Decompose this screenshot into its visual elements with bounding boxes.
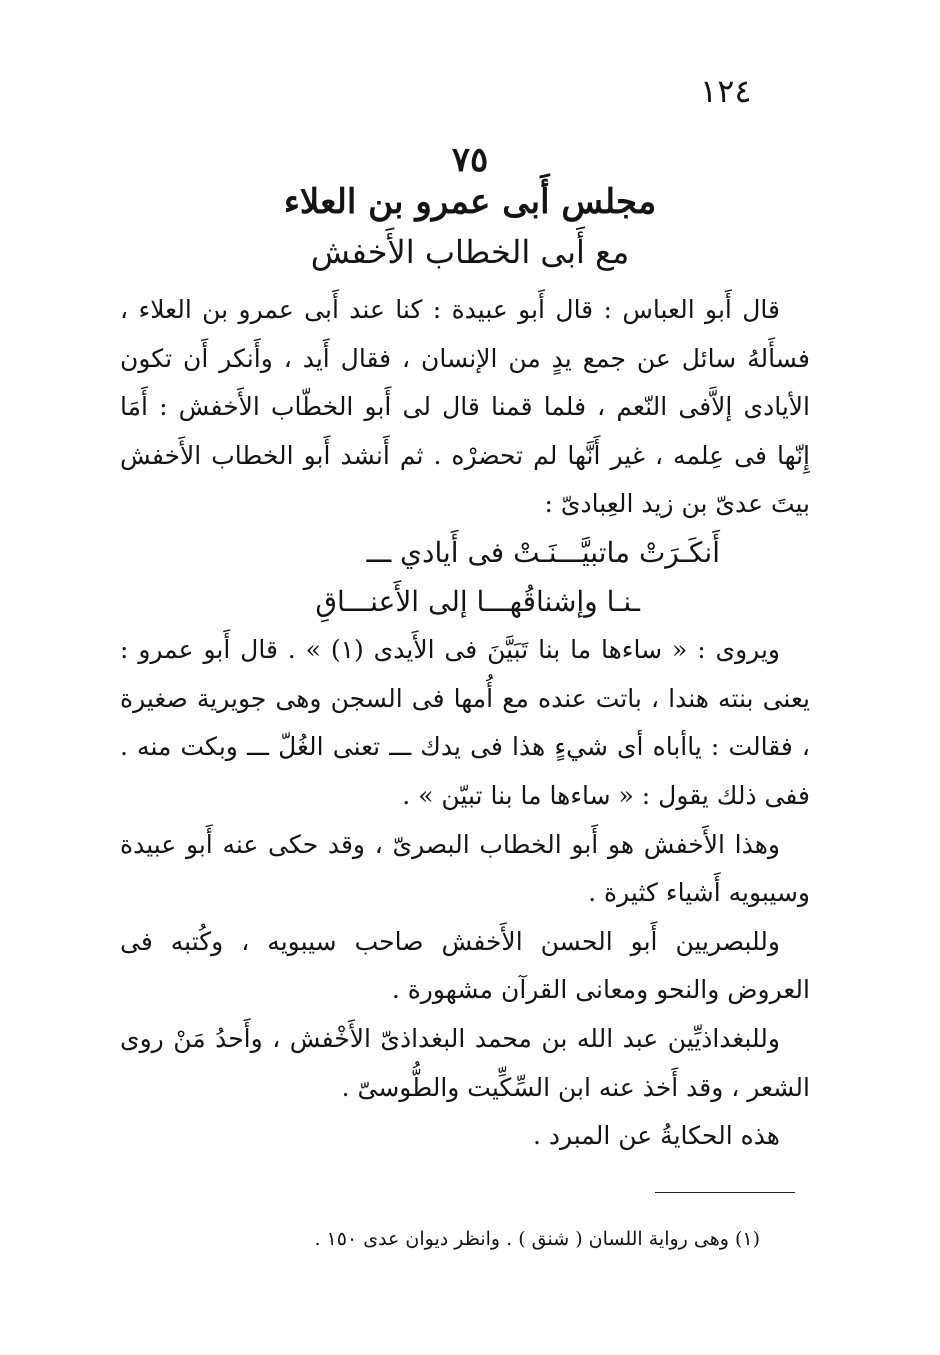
paragraph-baghdadians: وللبغداذيِّين عبد الله بن محمد البغداذىّ الأَخْفش ، وأَحدُ مَنْ روى الشعر ، وقد أَخذ عنه ابن السِّكِّيت والطُّوسىّ . <box>120 1023 810 1102</box>
verse-line-1: أَنكَـرَتْ ماتبيَّـــنَـتْ فى أَيادي ـــ <box>366 535 720 569</box>
section-number: ٧٥ <box>451 140 489 180</box>
footnote: (١) وهى رواية اللسان ( شنق ) . وانظر ديوان عدى ١٥٠ . <box>314 1228 760 1250</box>
paragraph-closing: هذه الحكايةُ عن المبرد . <box>532 1121 780 1151</box>
page-number: ١٢٤ <box>700 72 752 110</box>
body-text <box>120 286 810 1161</box>
verse-line-2: ـنـا وإشناقُهـــا إلى الأَعنـــاقِ <box>315 584 640 618</box>
chapter-title: مجلس أَبى عمرو بن العلاء <box>283 182 657 222</box>
paragraph-akhfash-basri: وهذا الأَخفش هو أَبو الخطاب البصرىّ ، وقد حكى عنه أَبو عبيدة وسيبويه أَشياء كثيرة . <box>120 829 810 908</box>
chapter-subtitle: مع أَبى الخطاب الأَخفش <box>310 233 630 271</box>
paragraph-basrians: وللبصريين أَبو الحسن الأَخفش صاحب سيبويه ، وكُتبه فى العروض والنحو ومعانى القرآن مشهورة . <box>120 926 810 1005</box>
footnote-divider <box>655 1192 795 1193</box>
paragraph-narration: ويروى : « ساءها ما بنا تَبَيَّنَ فى الأَيدى (١) » . قال أَبو عمرو : يعنى بنته هندا ، باتت عنده مع أُمها فى السجن وهى جويرية صغيرة ، فقالت : ياأباه أى شيءٍ هذا فى يدك ـــ تعنى الغُلّ ـــ وبكت منه . ففى ذلك يقول : « ساءها ما بنا تبيّن » . <box>120 635 810 810</box>
paragraph-intro: قال أَبو العباس : قال أَبو عبيدة : كنا عند أَبى عمرو بن العلاء ، فسأَلهُ سائل عن جمع يدٍ من الإنسان ، فقال أَيد ، وأَنكر أَن تكون الأيادى إلاَّفى النّعم ، فلما قمنا قال لى أَبو الخطّاب الأَخفش : أَمَا إِنّها فى عِلمه ، غير أَنَّها لم تحضرْه . ثم أَنشد أَبو الخطاب الأَخفش بيتَ عدىّ بن زيد العِبادىّ : <box>120 295 810 519</box>
